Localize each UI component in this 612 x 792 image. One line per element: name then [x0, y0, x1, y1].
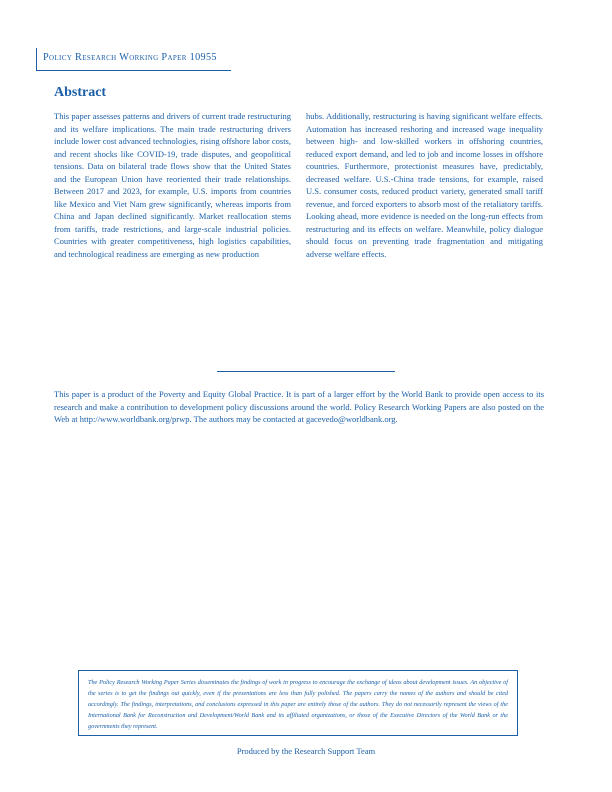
series-header: [36, 48, 231, 71]
disclaimer-text: The Policy Research Working Paper Series disseminates the findings of work in progress to encourage the exchange of ideas about development issues. An objective of the series is to get the findings out quickly, even if the presentations are less than fully polished. The papers carry the names of the authors and should be cited accordingly. The findings, interpretations, and conclusions expressed in this paper are entirely those of the authors. They do not necessarily represent the views of the International Bank for Reconstruction and Development/World Bank and its affiliated organizations, or those of the Executive Directors of the World Bank or the governments they represent.: [88, 679, 508, 730]
section-divider: [217, 371, 395, 372]
series-label: Policy Research Working Paper 10955: [43, 52, 217, 63]
disclaimer-box: [78, 670, 518, 736]
abstract-heading: Abstract: [54, 85, 107, 100]
product-note: This paper is a product of the Poverty and Equity Global Practice. It is part of a larger effort by the World Bank to provide open access to its research and make a contribution to development policy discussions around the world. Policy Research Working Papers are also posted on the Web at http://www.worldbank.org/prwp. The authors may be contacted at gacevedo@worldbank.org.: [54, 389, 544, 424]
abstract-left-column: This paper assesses patterns and drivers of current trade restructuring and its welfare implications. The main trade restructuring drivers include lower cost advanced technologies, rising offshore labor costs, and recent shocks like COVID-19, trade disputes, and geopolitical tensions. Data on bilateral trade flows show that the United States and the European Union have reoriented their trade relationships. Between 2017 and 2023, for example, U.S. imports from countries like Mexico and Viet Nam grew significantly, whereas imports from China and Japan declined significantly. Market reallocation stems from tariffs, trade restrictions, and large-scale industrial policies. Countries with greater competitiveness, high logistics capabilities, and technological readiness are emerging as new production: [54, 111, 291, 259]
abstract-right-column: hubs. Additionally, restructuring is having significant welfare effects. Automation has increased reshoring and increased wage inequality between high- and low-skilled workers in offshoring countries, reduced export demand, and led to job and income losses in offshore countries. Furthermore, protectionist measures have, predictably, decreased welfare. U.S.-China trade tensions, for example, raised U.S. consumer costs, reduced product variety, generated small tariff revenue, and forced exporters to absorb most of the retaliatory tariffs. Looking ahead, more evidence is needed on the long-run effects from restructuring and its effects on welfare. Meanwhile, policy dialogue should focus on preventing trade fragmentation and mitigating adverse welfare effects.: [306, 111, 543, 259]
produced-by-footer: Produced by the Research Support Team: [236, 746, 376, 756]
